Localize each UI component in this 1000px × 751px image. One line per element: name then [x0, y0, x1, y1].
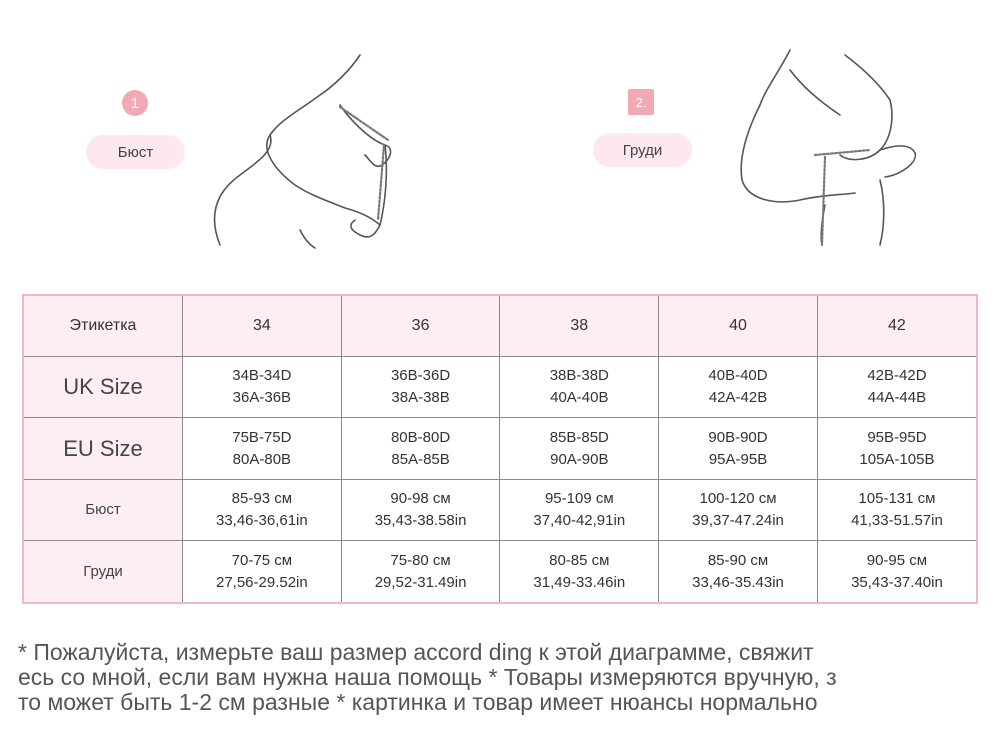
- table-cell: 40B-40D 42A-42B: [659, 357, 818, 418]
- row-label-eu: EU Size: [23, 418, 183, 479]
- step-1-label: Бюст: [86, 135, 185, 169]
- step-1-badge: 1: [122, 90, 148, 116]
- table-cell: 75B-75D 80A-80B: [183, 418, 342, 479]
- bust-measure-illustration: [200, 50, 430, 250]
- table-cell: 85-90 см 33,46-35.43in: [659, 541, 818, 603]
- table-cell: 36B-36D 38A-38B: [341, 357, 500, 418]
- step-2-badge: 2.: [628, 89, 654, 115]
- row-label-underbust: Груди: [23, 541, 183, 603]
- measurement-note: [18, 640, 918, 715]
- step-2-label: Груди: [593, 133, 692, 167]
- note-line: то может быть 1-2 см разные * картинка и товар имеет нюансы нормально: [18, 689, 818, 715]
- note-line: * Пожалуйста, измерьте ваш размер accord ding к этой диаграмме, свяжит: [18, 639, 814, 665]
- table-cell: 95-109 см 37,40-42,91in: [500, 479, 659, 540]
- table-cell: 85-93 см 33,46-36,61in: [183, 479, 342, 540]
- table-row: [23, 418, 977, 479]
- size-header-36: 36: [341, 295, 500, 357]
- header-label: Этикетка: [23, 295, 183, 357]
- table-cell: 70-75 см 27,56-29.52in: [183, 541, 342, 603]
- size-header-34: 34: [183, 295, 342, 357]
- row-label-uk: UK Size: [23, 357, 183, 418]
- underbust-measure-illustration: [730, 45, 930, 250]
- table-cell: 105-131 см 41,33-51.57in: [817, 479, 977, 540]
- table-cell: 90B-90D 95A-95B: [659, 418, 818, 479]
- table-cell: 85B-85D 90A-90B: [500, 418, 659, 479]
- table-cell: 80B-80D 85A-85B: [341, 418, 500, 479]
- size-header-38: 38: [500, 295, 659, 357]
- row-label-bust: Бюст: [23, 479, 183, 540]
- table-cell: 100-120 см 39,37-47.24in: [659, 479, 818, 540]
- table-cell: 34B-34D 36A-36B: [183, 357, 342, 418]
- table-row: [23, 357, 977, 418]
- table-cell: 75-80 см 29,52-31.49in: [341, 541, 500, 603]
- table-row: [23, 541, 977, 603]
- table-cell: 38B-38D 40A-40B: [500, 357, 659, 418]
- table-cell: 90-95 см 35,43-37.40in: [817, 541, 977, 603]
- table-cell: 42B-42D 44A-44B: [817, 357, 977, 418]
- size-header-42: 42: [817, 295, 977, 357]
- table-header-row: [23, 295, 977, 357]
- note-line: есь со мной, если вам нужна наша помощь * Товары измеряются вручную, з: [18, 664, 837, 690]
- table-cell: 95B-95D 105A-105B: [817, 418, 977, 479]
- size-header-40: 40: [659, 295, 818, 357]
- table-cell: 90-98 см 35,43-38.58in: [341, 479, 500, 540]
- size-chart-table: [22, 294, 978, 604]
- table-cell: 80-85 см 31,49-33.46in: [500, 541, 659, 603]
- table-row: [23, 479, 977, 540]
